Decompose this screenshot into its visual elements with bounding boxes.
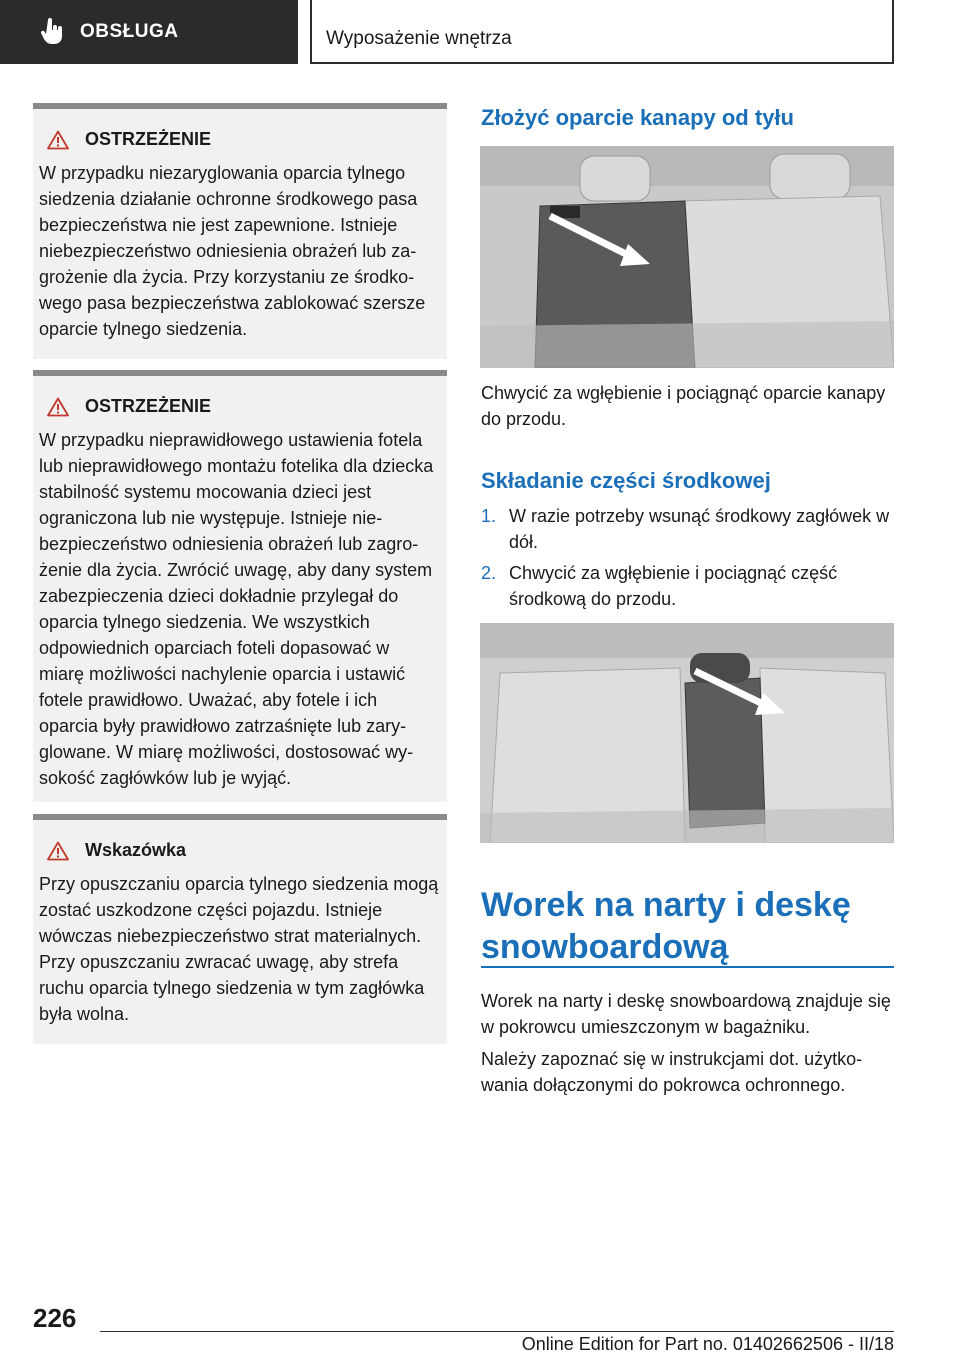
footer-edition: Online Edition for Part no. 01402662506 - II/18 — [521, 1334, 894, 1354]
warning-triangle-icon — [47, 397, 69, 417]
fold-caption: Chwycić za wgłębienie i pociągnąć oparcie kanapy do przodu. — [481, 383, 886, 429]
warning-box — [33, 103, 447, 359]
note-box — [33, 814, 447, 1044]
warning-title: OSTRZEŻENIE — [85, 129, 212, 149]
section-heading-fold: Złożyć oparcie kanapy od tyłu — [481, 105, 794, 130]
list-item — [481, 560, 893, 612]
figure-rear-seat-fold — [480, 146, 894, 368]
step-number: 1. — [481, 506, 497, 526]
figure-center-section-fold — [480, 623, 894, 843]
ski-bag-paragraph: Należy zapoznać się w instrukcjami dot. użytkowania dołączonymi do pokrowca ochronnego. — [481, 1049, 863, 1095]
heading-rule — [481, 966, 894, 968]
step-number: 2. — [481, 563, 497, 583]
note-title: Wskazówka — [85, 840, 187, 860]
hand-pointer-icon — [40, 18, 64, 46]
warning-triangle-icon — [47, 130, 69, 150]
section-tab — [0, 0, 298, 64]
step-text: W razie potrzeby wsunąć środkowy zagłówek w dół. — [509, 506, 890, 552]
warning-title: OSTRZEŻENIE — [85, 396, 212, 416]
section-tab-label: OBSŁUGA — [80, 21, 179, 42]
note-text: Przy opuszczaniu oparcia tylnego siedzenia mogą zostać uszkodzone części pojazdu. Istnieje wówczas niebezpieczeństwo strat materialnych. Przy opuszczaniu zwracać uwagę, aby strefa ruchu oparcia tylnego siedzenia w tym zagłówka była wolna. — [39, 874, 439, 1024]
warning-box — [33, 370, 447, 802]
step-text: Chwycić za wgłębienie i pociągnąć część środkową do przodu. — [509, 563, 838, 609]
list-item — [481, 503, 893, 555]
warning-text: W przypadku nieprawidłowego ustawienia fotela lub nieprawidłowego montażu fotelika dla dziecka stabilność systemu mocowania dzieci jest ograniczona lub nie występuje. Istnieje niebezpieczeństwo odniesienia obrażeń lub zagrożenie dla życia. Zwrócić uwagę, aby dany system zabezpieczenia dzieci dokładnie przylegał do oparcia tylnego siedzenia. We wszystkich odpowiednich oparciach foteli dopasować w miarę możliwości nachylenie oparcia i ustawić fotele prawidłowo. Uważać, aby fotele i ich oparcia były prawidłowo zatrzaśnięte lub zaryglowane. W miarę możliwości, dostosować wysokość zagłówków lub je wyjąć. — [39, 430, 434, 788]
page-number: 226 — [33, 1303, 77, 1333]
warning-triangle-icon — [47, 841, 69, 861]
footer-rule — [100, 1331, 894, 1332]
chapter-title: Wyposażenie wnętrza — [326, 28, 512, 49]
section-heading-center: Składanie części środkowej — [481, 468, 771, 493]
warning-text: W przypadku niezaryglowania oparcia tylnego siedzenia działanie ochronne środkowego pasa bezpieczeństwa nie jest zapewnione. Istnieje niebezpieczeństwo odniesienia obrażeń lub zagrożenie dla życia. Przy korzystaniu ze środkowego pasa bezpieczeństwa zablokować szersze oparcie tylnego siedzenia. — [39, 163, 426, 339]
ski-bag-paragraph: Worek na narty i deskę snowboardową znajduje się w pokrowcu umieszczonym w bagażniku. — [481, 991, 891, 1037]
main-heading-ski-bag: Worek na narty i deskę snowboardową — [481, 886, 851, 966]
